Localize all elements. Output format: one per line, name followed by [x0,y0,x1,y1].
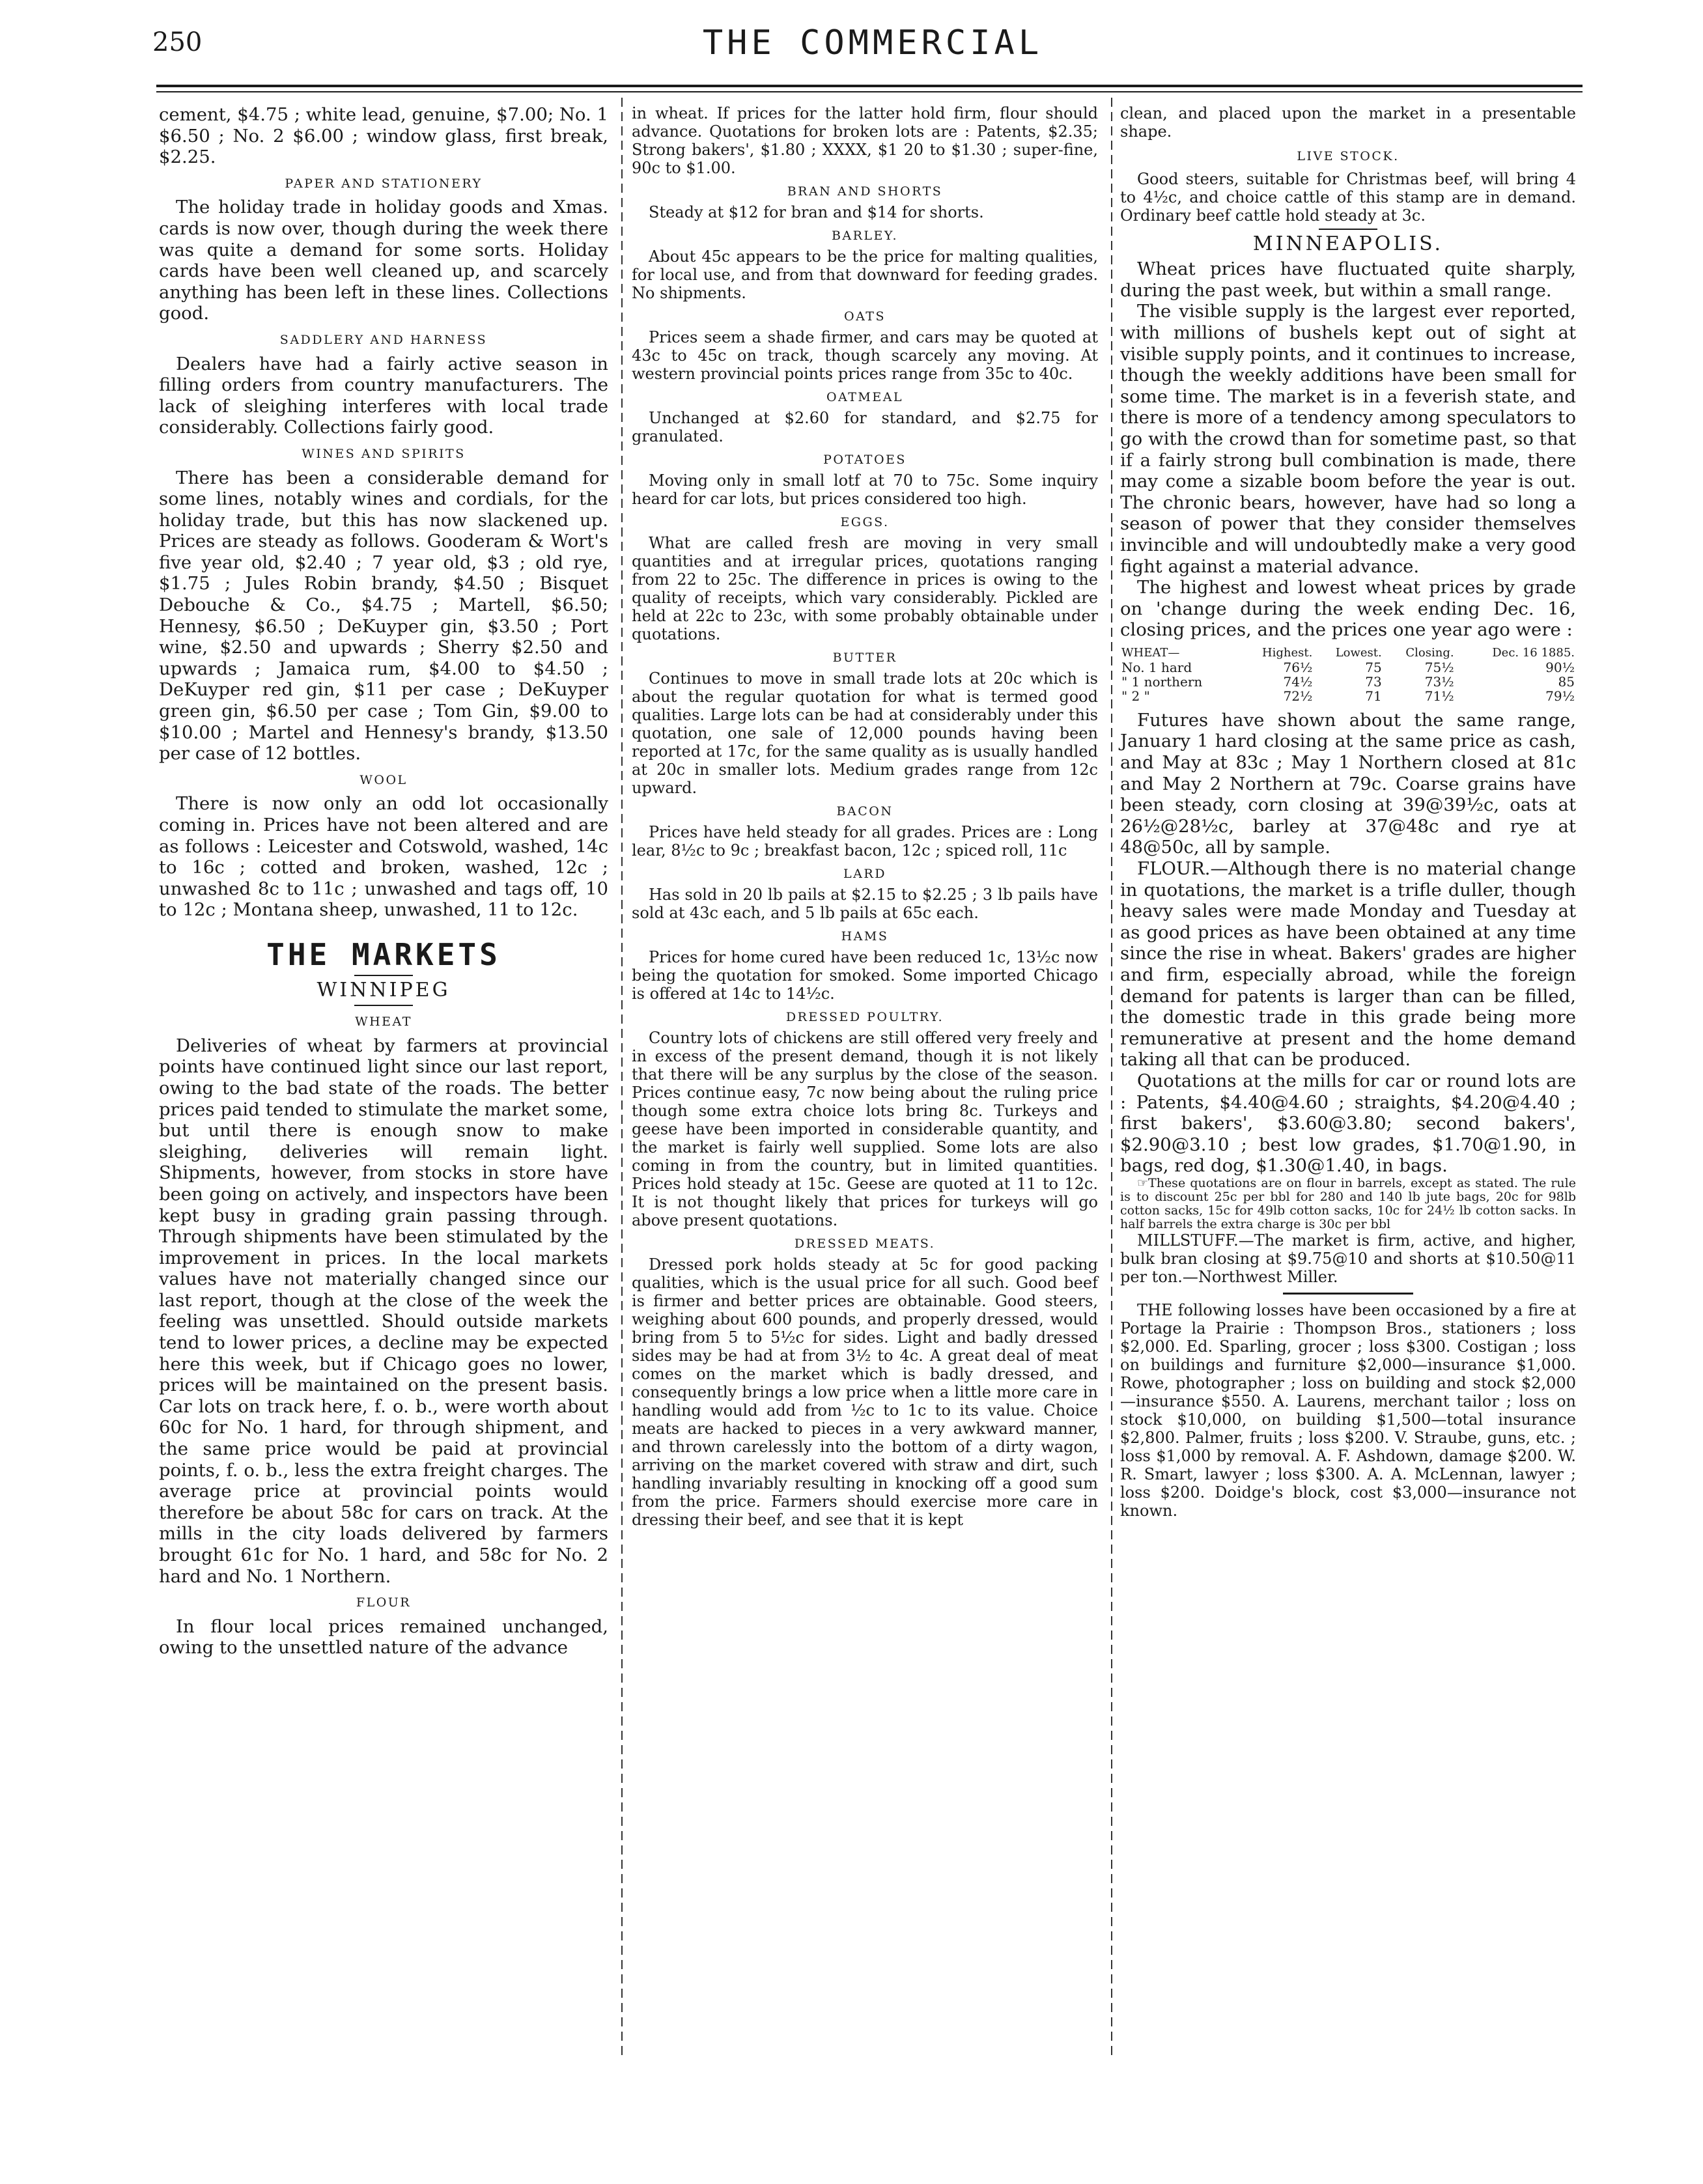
paragraph-flour-minneapolis: FLOUR.—Although there is no material change in quotations, the market is a trifle duller, though heavy sales were made Monday and Tuesday at as good prices as have been obtained at any time since the rise in wheat. Bakers' grades are higher and firm, especially abroad, while the foreign demand for patents is larger than can be filled, the domestic trade in this grade being more remunerative at present and the home demand taking all that can be produced. [1120,858,1576,1071]
table-cell: 85 [1558,673,1575,690]
paragraph-bran: Steady at $12 for bran and $14 for shorts. [649,203,984,221]
table-cell: 71 [1365,688,1382,704]
paragraph-bacon: Prices have held steady for all grades. Prices are : Long lear, 8½c to 9c ; breakfast bacon, 12c ; spiced roll, 11c [632,823,1098,860]
heading-potatoes: POTATOES [823,453,907,467]
table-header-row [1120,646,1576,660]
city-heading-winnipeg: WINNIPEG [317,978,451,1001]
paragraph-flour: In flour local prices remained unchanged, owing to the unsettled nature of the advance [159,1616,608,1659]
heading-oats: OATS [844,309,886,324]
heading-eggs: EGGS. [840,515,890,529]
heading-barley: BARLEY. [831,229,899,243]
divider [354,1005,413,1006]
heading-wines: WINES AND SPIRITS [302,446,466,461]
paragraph-oatmeal: Unchanged at $2.60 for standard, and $2.75 for granulated. [632,409,1098,445]
paragraph-wines: There has been a considerable demand for some lines, notably wines and cordials, for the holiday trade, but this has now slackened up. Prices are steady as follows. Gooderam & Wort's five year old, $2.40 ; 7 year old, $3 ; old rye, $1.75 ; Jules Robin brandy, $4.50 ; Bisquet Debouche & Co., $4.75 ; Martell, $6.50; Hennesy, $6.50 ; DeKuyper gin, $3.50 ; Port wine, $2.50 and upwards ; Sherry $2.50 and upwards ; Jamaica rum, $4.00 to $4.50 ; DeKuyper red gin, $11 per case ; DeKuyper green gin, $6.50 per case ; Tom Gin, $9.00 to $10.00 ; Martel and Hennesy's brandy, $13.50 per case of 12 bottles. [159,467,608,764]
divider [1319,229,1377,230]
table-row [1120,689,1576,703]
page-number: 250 [152,27,203,57]
paragraph-minneapolis-3: The highest and lowest wheat prices by grade on 'change during the week ending Dec. 16, closing prices, and the prices one year ago were : [1120,577,1576,641]
heading-paper: PAPER AND STATIONERY [285,176,483,191]
paragraph-fire-losses: THE following losses have been occasioned by a fire at Portage la Prairie : Thompson Bros., stationers ; loss $2,000. Ed. Sparling, grocer ; loss $300. Costigan ; loss on buildings and furniture $2,000—insurance $1,000. Rowe, photographer ; loss on building and stock $2,000—insurance $550. A. Laurens, merchant tailor ; loss on stock $10,000, on building $1,500—total insurance $2,800. Palmer, fruits ; loss $200. V. Straube, guns, etc. ; loss $1,000 by removal. A. F. Ashdown, damage $200. W. R. Smart, lawyer ; loss $300. A. A. McLennan, lawyer ; loss $200. Doidge's block, cost $3,000—insurance not known. [1120,1300,1576,1520]
table-header-cell: Lowest. [1335,645,1382,660]
table-cell: No. 1 hard [1121,659,1192,675]
table-cell: 79½ [1545,688,1575,704]
paragraph-paper: The holiday trade in holiday goods and Xmas. cards is now over, though during the week there was quite a demand for some sorts. Holiday cards have been well cleaned up, and scarcely anything has been left in these lines. Collections good. [159,197,608,324]
heading-oatmeal: OATMEAL [826,390,904,404]
paragraph-meats-continued: clean, and placed upon the market in a presentable shape. [1120,104,1576,141]
table-header-cell: Highest. [1261,645,1313,660]
heading-flour: FLOUR [356,1595,412,1610]
table-header-cell: Closing. [1405,645,1454,660]
paragraph-millstuff: MILLSTUFF.—The market is firm, active, and higher, bulk bran closing at $9.75@10 and shorts at $10.50@11 per ton.—Northwest Miller. [1120,1231,1576,1286]
paragraph-oats: Prices seem a shade firmer, and cars may be quoted at 43c to 45c on track, though scarcely any moving. At western provincial points prices range from 35c to 40c. [632,328,1098,383]
heading-poultry: DRESSED POULTRY. [785,1010,944,1024]
heading-wheat: WHEAT [355,1015,412,1029]
table-header-cell: Dec. 16 1885. [1492,645,1575,660]
table-header-cell: WHEAT— [1121,645,1180,660]
section-heading-markets: THE MARKETS [266,936,501,972]
heading-bacon: BACON [836,804,894,819]
table-cell: 90½ [1545,659,1575,675]
paragraph-hardware-end: cement, $4.75 ; white lead, genuine, $7.00; No. 1 $6.50 ; No. 2 $6.00 ; window glass, first break, $2.25. [159,104,608,168]
table-cell: 75 [1365,659,1382,675]
paragraph-meats: Dressed pork holds steady at 5c for good packing qualities, which is the usual price for all such. Good beef is firmer and better prices are obtainable. Good steers, weighing about 600 pounds, and properly dressed, would bring from 5 to 5½c for sides. Light and badly dressed sides may be had at from 3½ to 4c. A great deal of meat comes on the market which is badly dressed, and consequently brings a low price when a little more care in handling would add from ½c to 1c to its value. Choice meats are hacked to pieces in a very awkward manner, and thrown carelessly into the bottom of a dirty wagon, arriving on the market covered with straw and dirt, such handling invariably resulting in knocking off a good sum from the price. Farmers should exercise more care in dressing their beef, and see that it is kept [632,1255,1098,1529]
column-2 [632,104,1098,1529]
divider [354,975,413,976]
table-cell: 73 [1365,673,1382,690]
paragraph-mill-quotations: Quotations at the mills for car or round lots are : Patents, $4.40@4.60 ; straights, $4.20@4.40 ; first bakers', $3.60@3.80; second bakers', $2.90@3.10 ; best low grades, $1.70@1.90, in bags, red dog, $1.30@1.40, in bags. [1120,1070,1576,1177]
divider [1283,1293,1413,1295]
city-heading-minneapolis: MINNEAPOLIS. [1252,232,1444,255]
heading-bran: BRAN AND SHORTS [787,184,943,199]
header-rule-thick [156,85,1583,87]
table-row [1120,660,1576,675]
paragraph-wool: There is now only an odd lot occasionally coming in. Prices have not been altered and are as follows : Leicester and Cotswold, washed, 14c to 16c ; cotted and broken, washed, 12c ; unwashed 8c to 11c ; unwashed and tags off, 10 to 12c ; Montana sheep, unwashed, 11 to 12c. [159,793,608,921]
paragraph-live-stock: Good steers, suitable for Christmas beef, will bring 4 to 4½c, and choice cattle of this stamp are in demand. Ordinary beef cattle hold steady at 3c. [1120,169,1576,225]
table-cell: 74½ [1283,673,1313,690]
column-1 [159,104,608,1659]
paragraph-eggs: What are called fresh are moving in very small quantities and at irregular prices, quotations ranging from 22 to 25c. The difference in prices is owing to the quality of receipts, which vary considerably. Pickled are held at 22c to 23c, with some probably obtainable under quotations. [632,534,1098,643]
column-divider-2 [1111,98,1112,2058]
paragraph-minneapolis-2: The visible supply is the largest ever reported, with millions of bushels kept out of sight at visible supply points, and it continues to increase, though the weekly additions have been small for some time. The market is in a feverish state, and there is more of a tendency among speculators to go with the crowd than for sometime past, so that if a fairly strong bull combination is made, there may come a sizable boom before the year is out. The chronic bears, however, have had so long a season of power that they consider themselves invincible and will undoubtedly make a very good fight against a material advance. [1120,301,1576,577]
heading-meats: DRESSED MEATS. [794,1237,936,1251]
table-cell: 72½ [1283,688,1313,704]
table-cell: 76½ [1283,659,1313,675]
table-cell: 75½ [1424,659,1454,675]
paragraph-barley: About 45c appears to be the price for malting qualities, for local use, and from that downward for feeding grades. No shipments. [632,247,1098,302]
masthead-title: THE COMMERCIAL [702,23,1043,63]
paragraph-saddlery: Dealers have had a fairly active season in filling orders from country manufacturers. The lack of sleighing interferes with local trade considerably. Collections fairly good. [159,353,608,438]
heading-butter: BUTTER [832,651,897,665]
heading-saddlery: SADDLERY AND HARNESS [279,332,488,347]
paragraph-flour-continued: in wheat. If prices for the latter hold firm, flour should advance. Quotations for broken lots are : Patents, $2.35; Strong bakers', $1.80 ; XXXX, $1 20 to $1.30 ; super-fine, 90c to $1.00. [632,104,1098,177]
paragraph-minneapolis-1: Wheat prices have fluctuated quite sharply, during the past week, but within a small range. [1120,259,1576,301]
paragraph-lard: Has sold in 20 lb pails at $2.15 to $2.25 ; 3 lb pails have sold at 43c each, and 5 lb pails at 65c each. [632,886,1098,922]
flour-footnote: ☞These quotations are on flour in barrels, except as stated. The rule is to discount 25c per bbl for 280 and 140 lb jute bags, 20c for 98lb cotton sacks, 15c for 49lb cotton sacks, 10c for 24½ lb cotton sacks. In half barrels the extra charge is 30c per bbl [1120,1175,1576,1231]
heading-hams: HAMS [841,929,889,944]
paragraph-potatoes: Moving only in small lotf at 70 to 75c. Some inquiry heard for car lots, but prices considered too high. [632,471,1098,508]
heading-wool: WOOL [359,772,408,787]
table-cell: " 2 " [1121,688,1150,704]
paragraph-butter: Continues to move in small trade lots at 20c which is about the regular quotation for what is termed good qualities. Large lots can be had at considerably under this quotation, one sale of 12,000 pounds having been reported at 17c, for the same quality as is usually handled at 20c in smaller lots. Medium grades range from 12c upward. [632,669,1098,797]
column-3 [1120,104,1576,1520]
paragraph-hams: Prices for home cured have been reduced 1c, 13½c now being the quotation for smoked. Some imported Chicago is offered at 14c to 14½c. [632,948,1098,1003]
column-divider-1 [621,98,623,2058]
table-row [1120,675,1576,689]
heading-live-stock: LIVE STOCK. [1297,149,1400,163]
table-cell: 71½ [1424,688,1454,704]
paragraph-wheat: Deliveries of wheat by farmers at provincial points have continued light since our last report, owing to the bad state of the roads. The better prices paid tended to stimulate the market some, but until there is enough snow to make sleighing, deliveries will remain light. Shipments, however, from stocks in store have been going on actively, and inspectors have been kept busy in grading grain passing through. Through shipments have been stimulated by the improvement in prices. In the local markets values have not materially changed since our last report, though at the close of the week the feeling was unsettled. Should outside markets tend to lower prices, a decline may be expected here this week, but if Chicago goes no lower, prices will be maintained on the present basis. Car lots on track here, f. o. b., were worth about 60c for No. 1 hard, for through shipment, and the same price would be paid at provincial points, f. o. b., less the extra freight charges. The average price at provincial points would therefore be about 58c for cars on track. At the mills in the city loads delivered by farmers brought 61c for No. 1 hard, and 58c for No. 2 hard and No. 1 Northern. [159,1035,608,1587]
paragraph-futures: Futures have shown about the same range, January 1 hard closing at the same price as cash, and May at 83c ; May 1 Northern closed at 81c and May 2 Northern at 79c. Coarse grains have been steady, corn closing at 39@39½c, oats at 26½@28½c, barley at 37@48c and rye at 48@50c, all by sample. [1120,709,1576,858]
heading-lard: LARD [843,867,886,881]
table-cell: " 1 northern [1121,673,1203,690]
paragraph-poultry: Country lots of chickens are still offered very freely and in excess of the present demand, though it is not likely that there will be any surplus by the close of the season. Prices continue easy, 7c now being about the ruling price though some extra choice lots bring 8c. Turkeys and geese have been imported in considerable quantity, and the market is fairly well supplied. Some lots are also coming in from the country, but in limited quantities. Prices hold steady at 15c. Geese are quoted at 11 to 12c. It is not thought likely that prices for turkeys will go above present quotations. [632,1029,1098,1229]
header-rule-thin [156,91,1583,92]
wheat-price-table [1120,646,1576,703]
table-cell: 73½ [1424,673,1454,690]
